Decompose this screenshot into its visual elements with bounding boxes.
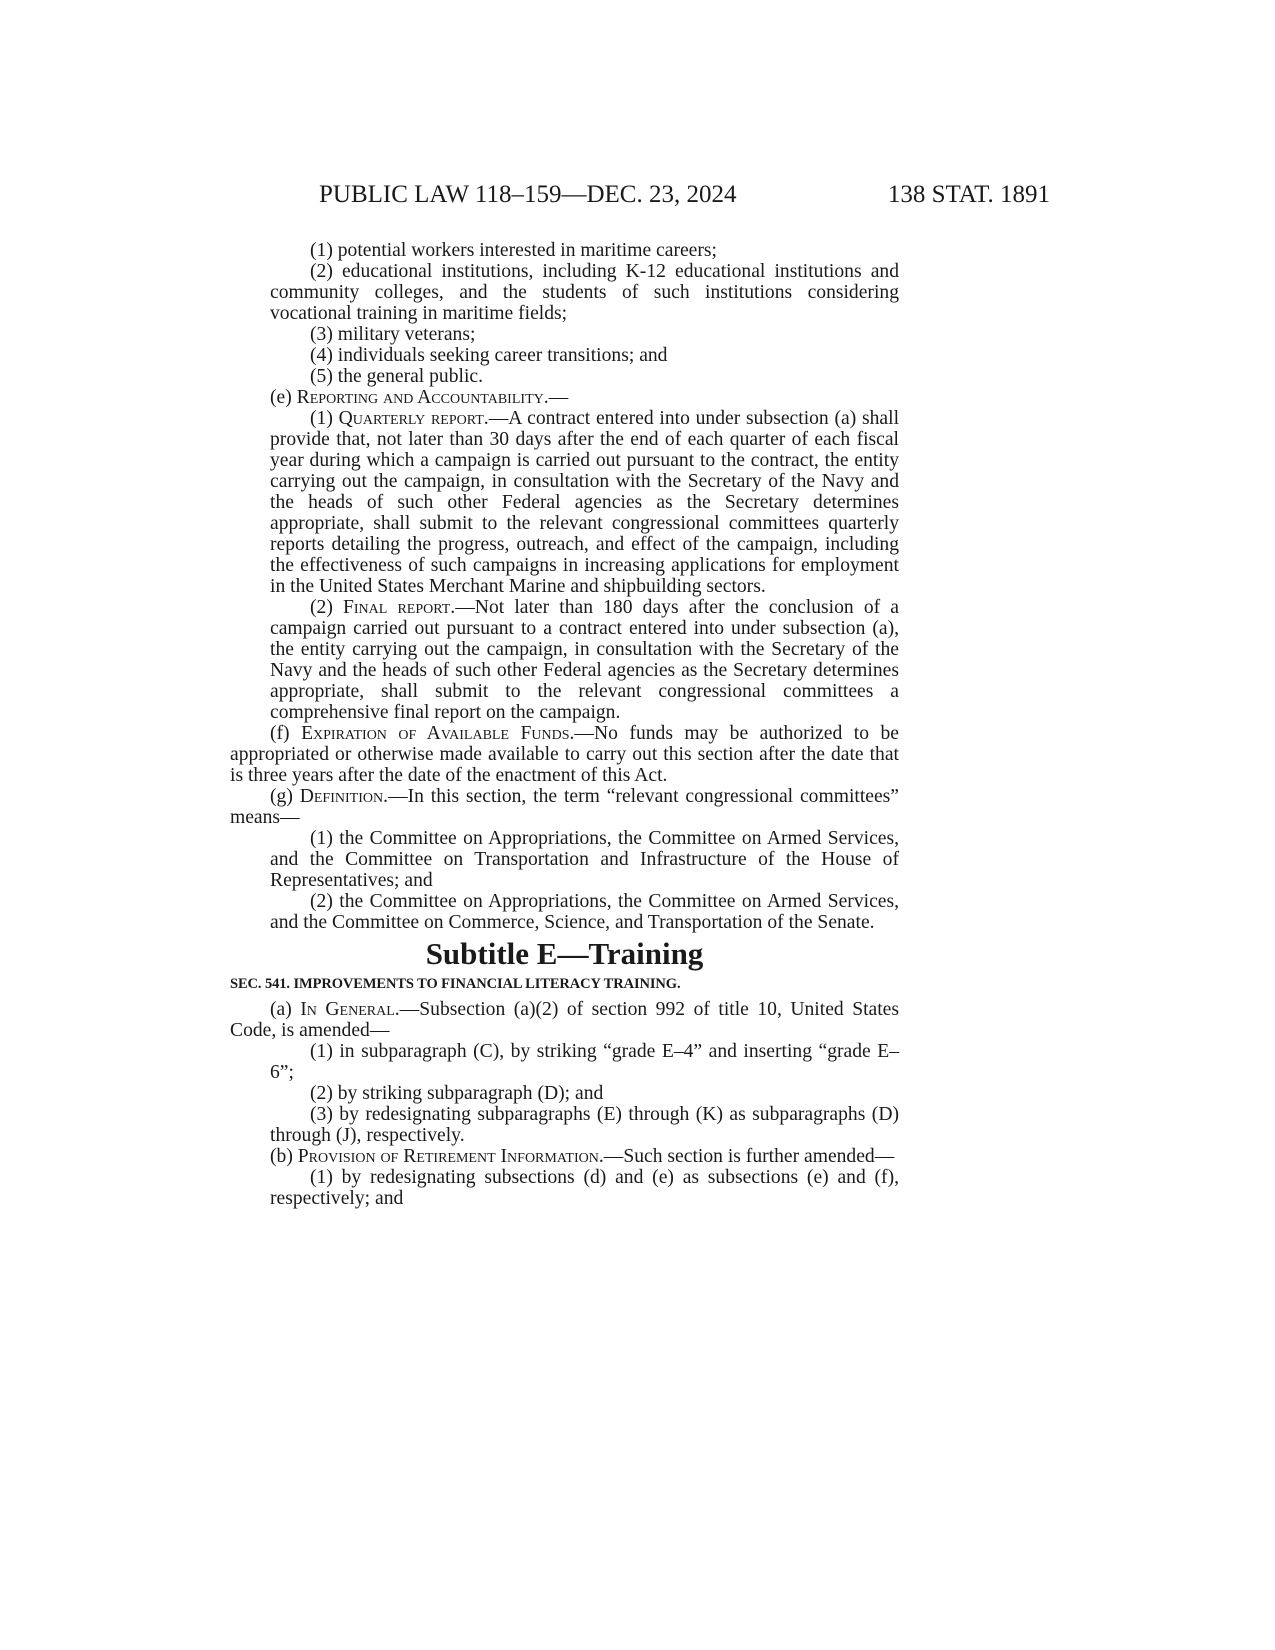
- list-item: (3) military veterans;: [310, 324, 476, 345]
- subsection-b: [230, 1146, 899, 1167]
- list-item: (1) by redesignating subsections (d) and (e) as subsections (e) and (f), respectively; and: [270, 1167, 899, 1209]
- document-body: [230, 240, 899, 1209]
- paragraph-quarterly-report: [230, 408, 899, 597]
- subtitle-heading: Subtitle E—Training: [425, 936, 704, 971]
- subsection-text: Such section is further amended—: [623, 1146, 895, 1167]
- subsection-number: (b): [270, 1146, 293, 1167]
- paragraph-heading: Quarterly report.—: [338, 408, 509, 429]
- paragraph-number: (2): [310, 597, 333, 618]
- list-item: (2) by striking subparagraph (D); and: [310, 1083, 604, 1104]
- paragraph-text: A contract entered into under subsection (a) shall provide that, not later than 30 days after the end of each quarter of each fiscal year during which a campaign is carried out pursuant to the contract, the entity carrying out the campaign, in consultation with the Secretary of the Navy and the heads of such other Federal agencies as the Secretary determines appropriate, shall submit to the relevant congressional committees quarterly reports detailing the progress, outreach, and effect of the campaign, including the effectiveness of such campaigns in increasing applications for employment in the United States Merchant Marine and shipbuilding sectors.: [270, 408, 900, 597]
- list-item: (2) educational institutions, including K-12 educational institutions and community colleges, and the students of such institutions considering vocational training in maritime fields;: [270, 261, 899, 324]
- subsection-text: In this section, the term “relevant congressional committees” means—: [230, 786, 899, 828]
- paragraph-heading: Final report.—: [343, 597, 475, 618]
- list-item: (1) in subparagraph (C), by striking “grade E–4” and inserting “grade E–6”;: [270, 1041, 899, 1083]
- subsection-number: (a): [270, 999, 292, 1020]
- list-item: (3) by redesignating subparagraphs (E) through (K) as subparagraphs (D) through (J), respectively.: [270, 1104, 899, 1146]
- list-item: (4) individuals seeking career transitions; and: [310, 345, 668, 366]
- list-item: (2) the Committee on Appropriations, the Committee on Armed Services, and the Committee on Commerce, Science, and Transportation of the Senate.: [270, 891, 899, 933]
- list-item: (1) potential workers interested in maritime careers;: [310, 240, 717, 261]
- subsection-heading: Provision of Retirement Information.—: [297, 1146, 624, 1167]
- list-item: (5) the general public.: [310, 366, 484, 387]
- subsection-number: (f): [270, 723, 290, 744]
- subsection-number: (e): [270, 387, 292, 408]
- list-item: (1) the Committee on Appropriations, the Committee on Armed Services, and the Committee on Transportation and Infrastructure of the House of Representatives; and: [270, 828, 899, 891]
- subsection-heading: Expiration of Available Funds.—: [301, 723, 594, 744]
- paragraph-final-report: [230, 597, 899, 723]
- subsection-heading: Definition.—: [299, 786, 408, 807]
- subsection-text: Subsection (a)(2) of section 992 of title 10, United States Code, is amended—: [230, 999, 899, 1041]
- paragraph-number: (1): [310, 408, 333, 429]
- running-header: [230, 181, 1050, 215]
- subsection-heading: Reporting and Accountability.—: [296, 387, 569, 408]
- subsection-number: (g): [270, 786, 293, 807]
- subsection-e: [230, 387, 899, 408]
- subsection-f: [230, 723, 899, 786]
- public-law-citation: PUBLIC LAW 118–159—DEC. 23, 2024: [319, 181, 737, 208]
- subsection-g: [230, 786, 899, 828]
- paragraph-text: Not later than 180 days after the conclusion of a campaign carried out pursuant to a contract entered into under subsection (a), the entity carrying out the campaign, in consultation with the Secretary of the Navy and the heads of such other Federal agencies as the Secretary determines appropriate, shall submit to the relevant congressional committees a comprehensive final report on the campaign.: [270, 597, 899, 723]
- subsection-a: [230, 999, 899, 1041]
- subsection-heading: In General.—: [300, 999, 420, 1020]
- section-heading: SEC. 541. IMPROVEMENTS TO FINANCIAL LITERACY TRAINING.: [230, 976, 681, 992]
- subsection-text: No funds may be authorized to be appropriated or otherwise made available to carry out this section after the date that is three years after the date of the enactment of this Act.: [230, 723, 899, 786]
- statute-page-number: 138 STAT. 1891: [887, 181, 1050, 208]
